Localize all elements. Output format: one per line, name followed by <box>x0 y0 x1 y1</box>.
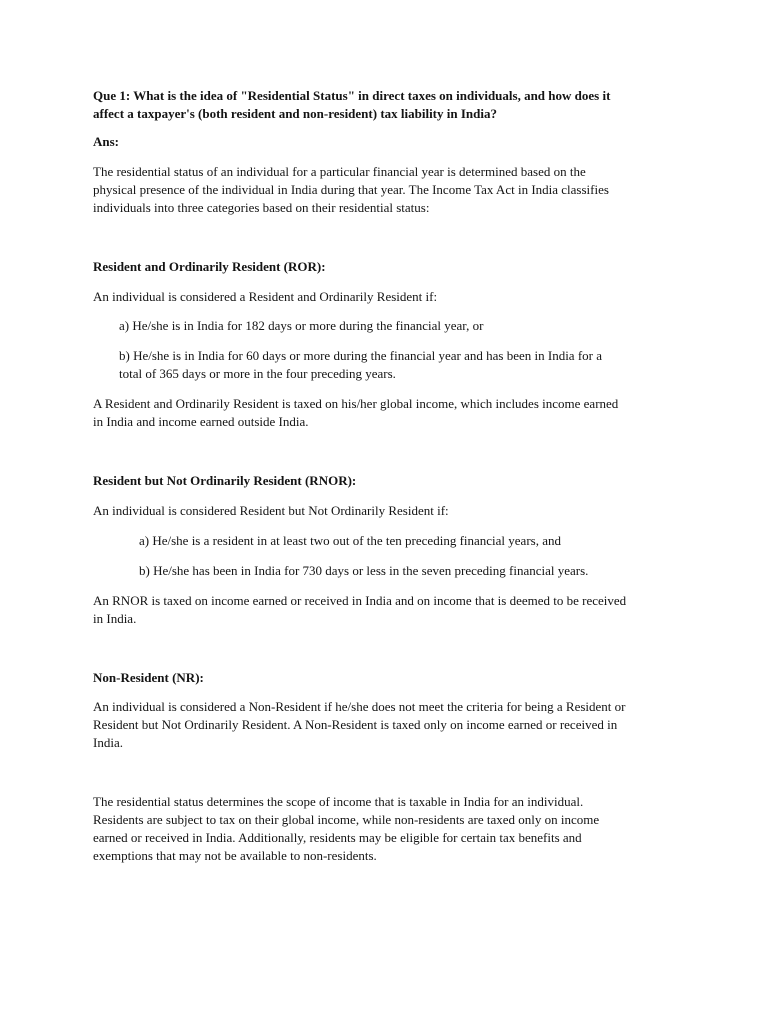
ror-taxation: A Resident and Ordinarily Resident is taxed on his/her global income, which includes income earned in India and income earned outside India. <box>93 396 619 429</box>
nr-body: An individual is considered a Non-Resident if he/she does not meet the criteria for being a Resident or Resident but Not Ordinarily Resident. A Non-Resident is taxed only on income earned or received in India. <box>93 699 626 750</box>
intro-paragraph: The residential status of an individual for a particular financial year is determined based on the physical presence of the individual in India during that year. The Income Tax Act in India classifies individuals into three categories based on their residential status: <box>93 164 609 215</box>
rnor-lead: An individual is considered Resident but Not Ordinarily Resident if: <box>93 503 449 518</box>
ror-heading: Resident and Ordinarily Resident (ROR): <box>93 259 326 274</box>
ror-condition-b: b) He/she is in India for 60 days or more during the financial year and has been in India for a total of 365 days or more in the four preceding years. <box>119 348 603 381</box>
rnor-condition-b: b) He/she has been in India for 730 days or less in the seven preceding financial years. <box>139 563 589 578</box>
question-text: Que 1: What is the idea of "Residential Status" in direct taxes on individuals, and how does it affect a taxpayer's (both resident and non-resident) tax liability in India? <box>93 88 611 121</box>
rnor-taxation: An RNOR is taxed on income earned or received in India and on income that is deemed to be received in India. <box>93 593 627 626</box>
answer-label: Ans: <box>93 134 120 149</box>
conclusion-paragraph: The residential status determines the scope of income that is taxable in India for an individual. Residents are subject to tax on their global income, while non-residents are taxed only on income earned or received in India. Additionally, residents may be eligible for certain tax benefits and exemptions that may not be available to non-residents. <box>93 794 600 863</box>
rnor-condition-a: a) He/she is a resident in at least two out of the ten preceding financial years, and <box>139 533 561 548</box>
nr-heading: Non-Resident (NR): <box>93 670 204 685</box>
ror-lead: An individual is considered a Resident and Ordinarily Resident if: <box>93 289 438 304</box>
ror-condition-a: a) He/she is in India for 182 days or more during the financial year, or <box>119 318 484 333</box>
rnor-heading: Resident but Not Ordinarily Resident (RNOR): <box>93 473 357 488</box>
